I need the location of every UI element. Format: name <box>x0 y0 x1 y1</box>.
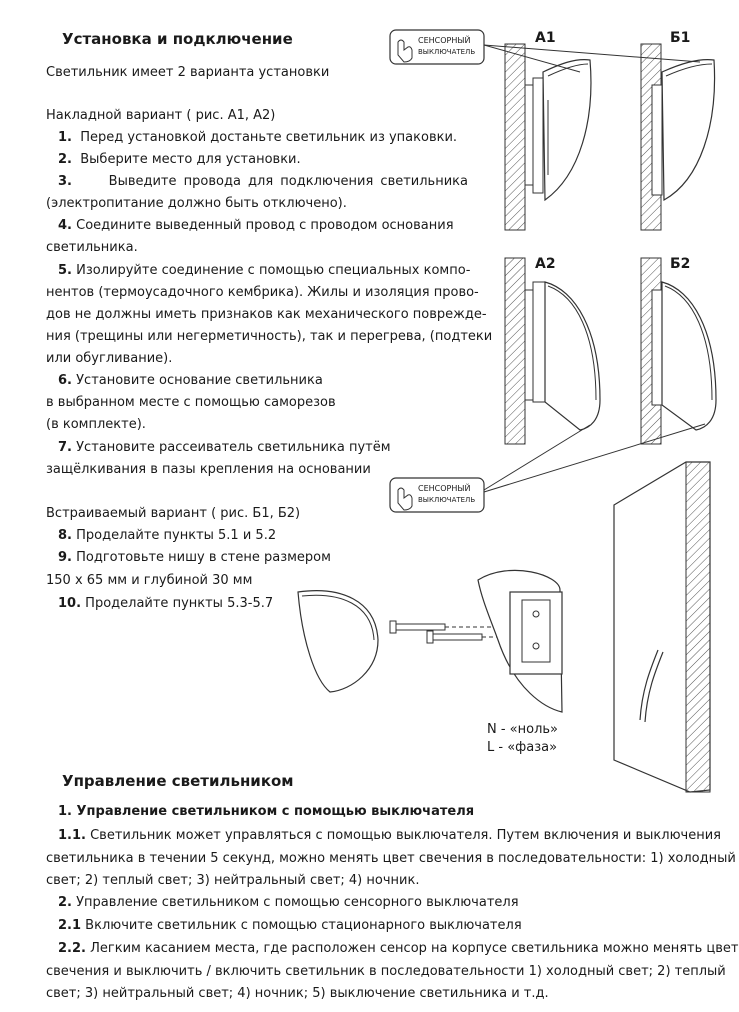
wire-neutral-label: N - «ноль» <box>487 722 559 737</box>
sensor-label-top-line2: ВЫКЛЮЧАТЕЛЬ <box>418 48 476 56</box>
recessed-variant-title: Встраиваемый вариант ( рис. Б1, Б2) <box>46 506 301 521</box>
step-5-line5: или обугливание). <box>46 351 173 366</box>
para-2-2-line2: свечения и выключить / включить светильник в последовательности 1) холодный свет; 2) теплый <box>46 964 726 979</box>
step-9-line2: 150 х 65 мм и глубиной 30 мм <box>46 573 253 588</box>
step-5-line1: 5. Изолируйте соединение с помощью специальных компо- <box>58 263 471 278</box>
step-1: 1. Перед установкой достаньте светильник из упаковки. <box>58 130 458 145</box>
figure-label-b2: Б2 <box>670 256 691 272</box>
step-6-line3: (в комплекте). <box>46 417 146 432</box>
intro-text: Светильник имеет 2 варианта установки <box>46 65 330 80</box>
step-5-line3: дов не должны иметь признаков как механического поврежде- <box>46 307 487 322</box>
para-2-1: 2.1 Включите светильник с помощью стационарного выключателя <box>58 918 522 933</box>
para-1-1-line1: 1.1. Светильник может управляться с помощью выключателя. Путем включения и выключения <box>58 828 721 843</box>
para-1-1-line3: свет; 2) теплый свет; 3) нейтральный свет; 4) ночник. <box>46 873 420 888</box>
step-6-line2: в выбранном месте с помощью саморезов <box>46 395 336 410</box>
para-1-1-line2: светильника в течении 5 секунд, можно менять цвет свечения в последовательности: 1) холодный <box>46 851 736 866</box>
para-2-2-line1: 2.2. Легким касанием места, где расположен сенсор на корпусе светильника можно менять цвет <box>58 941 739 956</box>
sensor-label-top-line1: СЕНСОРНЫЙ <box>418 36 471 45</box>
step-7-line2: защёлкивания в пазы крепления на основании <box>46 462 371 477</box>
figure-label-a1: А1 <box>535 30 556 46</box>
step-10: 10. Проделайте пункты 5.3-5.7 <box>58 596 274 611</box>
sensor-label-bottom-line1: СЕНСОРНЫЙ <box>418 484 471 493</box>
wall-with-wires <box>614 462 710 792</box>
step-8: 8. Проделайте пункты 5.1 и 5.2 <box>58 528 277 543</box>
step-4-line2: светильника. <box>46 240 138 255</box>
step-5-line2: нентов (термоусадочного кембрика). Жилы и изоляция прово- <box>46 285 479 300</box>
wire-phase-label: L - «фаза» <box>487 740 558 755</box>
figure-a2 <box>505 258 600 444</box>
step-2: 2. Выберите место для установки. <box>58 152 301 167</box>
figure-b2 <box>641 258 716 444</box>
control-subtitle-1: 1. Управление светильником с помощью выключателя <box>58 804 475 819</box>
luminaire-base <box>478 570 562 712</box>
step-3-line1: 3. Выведите провода для подключения светильника <box>58 174 468 189</box>
figure-b1 <box>641 44 715 230</box>
surface-variant-title: Накладной вариант ( рис. А1, А2) <box>46 108 276 123</box>
figure-label-a2: А2 <box>535 256 556 272</box>
step-5-line4: ния (трещины или негерметичность), так и перегрева, (подтеки <box>46 329 493 344</box>
diffuser-cover <box>298 591 378 692</box>
step-3-line2: (электропитание должно быть отключено). <box>46 196 347 211</box>
step-4-line1: 4. Соедините выведенный провод с проводом основания <box>58 218 454 233</box>
section-title-control: Управление светильником <box>62 772 294 790</box>
step-7-line1: 7. Установите рассеиватель светильника путём <box>58 440 391 455</box>
step-6-line1: 6. Установите основание светильника <box>58 373 323 388</box>
para-2-2-line3: свет; 3) нейтральный свет; 4) ночник; 5) выключение светильника и т.д. <box>46 986 549 1001</box>
sensor-label-bottom-line2: ВЫКЛЮЧАТЕЛЬ <box>418 496 476 504</box>
step-9-line1: 9. Подготовьте нишу в стене размером <box>58 550 331 565</box>
figure-label-b1: Б1 <box>670 30 691 46</box>
control-subtitle-2: 2. Управление светильником с помощью сенсорного выключателя <box>58 895 519 910</box>
section-title-installation: Установка и подключение <box>62 30 293 48</box>
